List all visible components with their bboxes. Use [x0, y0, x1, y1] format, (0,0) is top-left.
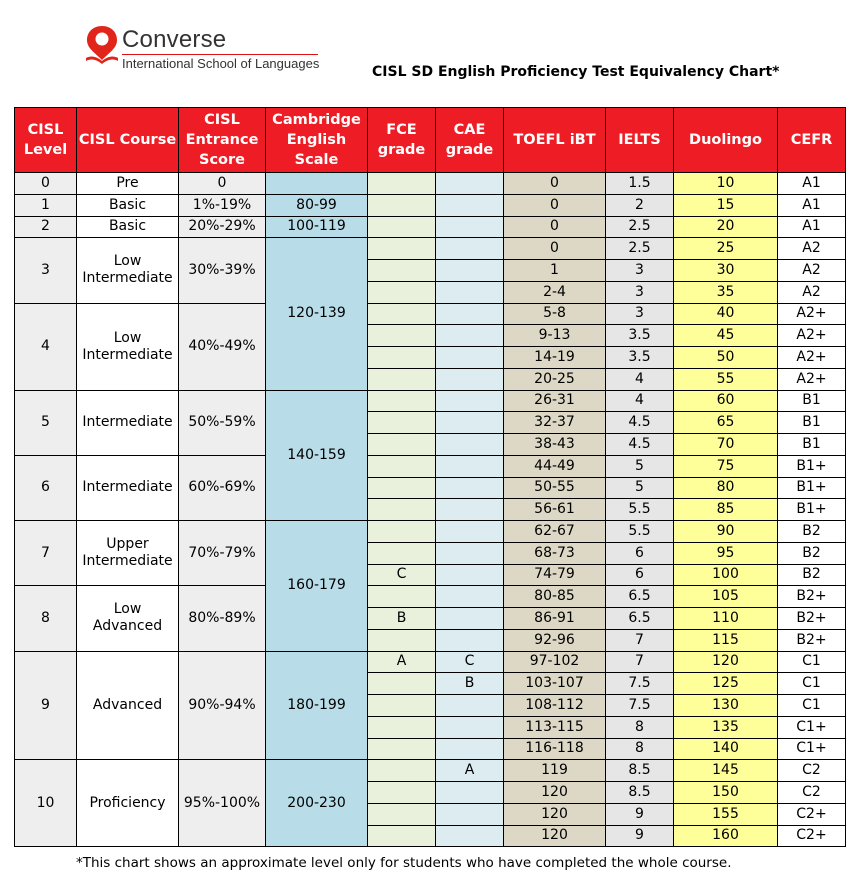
fce-grade-cell: C [368, 564, 436, 586]
cefr-cell: A1 [778, 173, 846, 195]
column-header: CEFR [778, 108, 846, 173]
toefl-cell: 56-61 [504, 499, 606, 521]
cisl-level-cell: 7 [15, 521, 77, 586]
cisl-level-cell: 8 [15, 586, 77, 651]
toefl-cell: 108-112 [504, 695, 606, 717]
toefl-cell: 62-67 [504, 521, 606, 543]
brand-divider [122, 54, 318, 55]
duolingo-cell: 50 [674, 347, 778, 369]
fce-grade-cell [368, 238, 436, 260]
cefr-cell: B1 [778, 434, 846, 456]
cefr-cell: A1 [778, 216, 846, 238]
cisl-level-cell: 1 [15, 194, 77, 216]
cisl-level-cell: 0 [15, 173, 77, 195]
duolingo-cell: 80 [674, 477, 778, 499]
cambridge-scale-cell: 80-99 [266, 194, 368, 216]
duolingo-cell: 20 [674, 216, 778, 238]
cisl-level-cell: 5 [15, 390, 77, 455]
duolingo-cell: 150 [674, 782, 778, 804]
cambridge-scale-cell: 160-179 [266, 521, 368, 652]
cefr-cell: C2 [778, 782, 846, 804]
fce-grade-cell [368, 629, 436, 651]
duolingo-cell: 125 [674, 673, 778, 695]
toefl-cell: 74-79 [504, 564, 606, 586]
entrance-score-cell: 80%-89% [179, 586, 266, 651]
table-body [15, 173, 846, 847]
duolingo-cell: 25 [674, 238, 778, 260]
cisl-level-cell: 9 [15, 651, 77, 760]
cae-grade-cell [436, 455, 504, 477]
cisl-course-cell: Low Advanced [77, 586, 179, 651]
cambridge-scale-cell: 140-159 [266, 390, 368, 521]
column-header: TOEFL iBT [504, 108, 606, 173]
duolingo-cell: 60 [674, 390, 778, 412]
table-row [15, 586, 846, 608]
duolingo-cell: 105 [674, 586, 778, 608]
table-row [15, 521, 846, 543]
column-header: CISL Course [77, 108, 179, 173]
ielts-cell: 2.5 [606, 238, 674, 260]
table-row [15, 651, 846, 673]
ielts-cell: 3 [606, 303, 674, 325]
cae-grade-cell [436, 521, 504, 543]
fce-grade-cell [368, 368, 436, 390]
fce-grade-cell [368, 194, 436, 216]
cambridge-scale-cell: 200-230 [266, 760, 368, 847]
fce-grade-cell [368, 499, 436, 521]
fce-grade-cell [368, 695, 436, 717]
duolingo-cell: 65 [674, 412, 778, 434]
ielts-cell: 6.5 [606, 608, 674, 630]
cae-grade-cell [436, 564, 504, 586]
cefr-cell: C1+ [778, 738, 846, 760]
cisl-course-cell: Pre [77, 173, 179, 195]
ielts-cell: 9 [606, 825, 674, 847]
ielts-cell: 7.5 [606, 695, 674, 717]
footnote: *This chart shows an approximate level only for students who have completed the whole course. [76, 855, 732, 871]
cae-grade-cell [436, 738, 504, 760]
table-row [15, 173, 846, 195]
duolingo-cell: 75 [674, 455, 778, 477]
ielts-cell: 5.5 [606, 521, 674, 543]
toefl-cell: 86-91 [504, 608, 606, 630]
cisl-course-cell: Proficiency [77, 760, 179, 847]
fce-grade-cell [368, 390, 436, 412]
cae-grade-cell [436, 542, 504, 564]
cefr-cell: C1 [778, 673, 846, 695]
cefr-cell: A2+ [778, 347, 846, 369]
ielts-cell: 7 [606, 651, 674, 673]
column-header: Duolingo [674, 108, 778, 173]
ielts-cell: 5 [606, 477, 674, 499]
column-header: CISL Level [15, 108, 77, 173]
cisl-level-cell: 4 [15, 303, 77, 390]
fce-grade-cell: B [368, 608, 436, 630]
cae-grade-cell: A [436, 760, 504, 782]
toefl-cell: 92-96 [504, 629, 606, 651]
duolingo-cell: 15 [674, 194, 778, 216]
toefl-cell: 1 [504, 260, 606, 282]
entrance-score-cell: 40%-49% [179, 303, 266, 390]
ielts-cell: 8.5 [606, 760, 674, 782]
toefl-cell: 0 [504, 194, 606, 216]
fce-grade-cell [368, 782, 436, 804]
table-row [15, 238, 846, 260]
toefl-cell: 0 [504, 238, 606, 260]
cefr-cell: A2 [778, 281, 846, 303]
cisl-course-cell: Intermediate [77, 390, 179, 455]
cefr-cell: A1 [778, 194, 846, 216]
cefr-cell: C2+ [778, 803, 846, 825]
cisl-level-cell: 2 [15, 216, 77, 238]
ielts-cell: 8 [606, 716, 674, 738]
cisl-course-cell: Upper Intermediate [77, 521, 179, 586]
cisl-level-cell: 6 [15, 455, 77, 520]
duolingo-cell: 145 [674, 760, 778, 782]
cae-grade-cell [436, 260, 504, 282]
ielts-cell: 5.5 [606, 499, 674, 521]
cisl-course-cell: Intermediate [77, 455, 179, 520]
cae-grade-cell [436, 695, 504, 717]
ielts-cell: 7 [606, 629, 674, 651]
toefl-cell: 80-85 [504, 586, 606, 608]
toefl-cell: 9-13 [504, 325, 606, 347]
cae-grade-cell [436, 238, 504, 260]
toefl-cell: 32-37 [504, 412, 606, 434]
duolingo-cell: 35 [674, 281, 778, 303]
cefr-cell: B1+ [778, 499, 846, 521]
toefl-cell: 120 [504, 782, 606, 804]
duolingo-cell: 100 [674, 564, 778, 586]
entrance-score-cell: 1%-19% [179, 194, 266, 216]
entrance-score-cell: 70%-79% [179, 521, 266, 586]
ielts-cell: 4.5 [606, 412, 674, 434]
cae-grade-cell [436, 325, 504, 347]
cae-grade-cell [436, 499, 504, 521]
fce-grade-cell [368, 542, 436, 564]
cambridge-scale-cell [266, 173, 368, 195]
toefl-cell: 0 [504, 173, 606, 195]
cambridge-scale-cell: 180-199 [266, 651, 368, 760]
cae-grade-cell [436, 629, 504, 651]
cefr-cell: A2+ [778, 303, 846, 325]
ielts-cell: 3.5 [606, 325, 674, 347]
cae-grade-cell [436, 412, 504, 434]
duolingo-cell: 30 [674, 260, 778, 282]
cae-grade-cell [436, 803, 504, 825]
table-row [15, 455, 846, 477]
fce-grade-cell [368, 216, 436, 238]
toefl-cell: 50-55 [504, 477, 606, 499]
toefl-cell: 20-25 [504, 368, 606, 390]
cefr-cell: B2 [778, 542, 846, 564]
toefl-cell: 26-31 [504, 390, 606, 412]
fce-grade-cell [368, 716, 436, 738]
ielts-cell: 2.5 [606, 216, 674, 238]
cae-grade-cell [436, 216, 504, 238]
duolingo-cell: 135 [674, 716, 778, 738]
column-header: IELTS [606, 108, 674, 173]
toefl-cell: 44-49 [504, 455, 606, 477]
entrance-score-cell: 90%-94% [179, 651, 266, 760]
entrance-score-cell: 30%-39% [179, 238, 266, 303]
ielts-cell: 3 [606, 260, 674, 282]
cisl-course-cell: Low Intermediate [77, 238, 179, 303]
cefr-cell: A2 [778, 238, 846, 260]
ielts-cell: 1.5 [606, 173, 674, 195]
cefr-cell: C1+ [778, 716, 846, 738]
brand-logo [84, 24, 324, 76]
toefl-cell: 119 [504, 760, 606, 782]
cefr-cell: B1 [778, 412, 846, 434]
duolingo-cell: 40 [674, 303, 778, 325]
toefl-cell: 113-115 [504, 716, 606, 738]
cae-grade-cell [436, 368, 504, 390]
ielts-cell: 3 [606, 281, 674, 303]
cefr-cell: A2 [778, 260, 846, 282]
duolingo-cell: 45 [674, 325, 778, 347]
fce-grade-cell [368, 760, 436, 782]
cefr-cell: B2 [778, 521, 846, 543]
cae-grade-cell [436, 194, 504, 216]
toefl-cell: 116-118 [504, 738, 606, 760]
brand-subtitle: International School of Languages [122, 56, 320, 71]
cefr-cell: B1+ [778, 455, 846, 477]
fce-grade-cell [368, 260, 436, 282]
table-row [15, 216, 846, 238]
ielts-cell: 2 [606, 194, 674, 216]
brand-name: Converse [122, 26, 227, 53]
fce-grade-cell [368, 803, 436, 825]
ielts-cell: 4 [606, 368, 674, 390]
cefr-cell: B2 [778, 564, 846, 586]
fce-grade-cell [368, 303, 436, 325]
table-row [15, 194, 846, 216]
cae-grade-cell [436, 477, 504, 499]
ielts-cell: 4.5 [606, 434, 674, 456]
cae-grade-cell [436, 303, 504, 325]
chart-title: CISL SD English Proficiency Test Equivalency Chart* [372, 64, 780, 80]
cae-grade-cell [436, 825, 504, 847]
cae-grade-cell [436, 390, 504, 412]
toefl-cell: 103-107 [504, 673, 606, 695]
cae-grade-cell [436, 782, 504, 804]
cisl-level-cell: 3 [15, 238, 77, 303]
fce-grade-cell [368, 434, 436, 456]
toefl-cell: 38-43 [504, 434, 606, 456]
column-header: CISL Entrance Score [179, 108, 266, 173]
cisl-course-cell: Low Intermediate [77, 303, 179, 390]
toefl-cell: 97-102 [504, 651, 606, 673]
toefl-cell: 0 [504, 216, 606, 238]
duolingo-cell: 110 [674, 608, 778, 630]
ielts-cell: 8 [606, 738, 674, 760]
cae-grade-cell [436, 434, 504, 456]
duolingo-cell: 85 [674, 499, 778, 521]
ielts-cell: 6 [606, 564, 674, 586]
ielts-cell: 3.5 [606, 347, 674, 369]
cae-grade-cell [436, 347, 504, 369]
cefr-cell: A2+ [778, 325, 846, 347]
fce-grade-cell [368, 825, 436, 847]
cae-grade-cell [436, 281, 504, 303]
cambridge-scale-cell: 120-139 [266, 238, 368, 390]
ielts-cell: 8.5 [606, 782, 674, 804]
ielts-cell: 4 [606, 390, 674, 412]
fce-grade-cell [368, 347, 436, 369]
duolingo-cell: 55 [674, 368, 778, 390]
duolingo-cell: 140 [674, 738, 778, 760]
entrance-score-cell: 95%-100% [179, 760, 266, 847]
fce-grade-cell [368, 455, 436, 477]
toefl-cell: 120 [504, 803, 606, 825]
duolingo-cell: 115 [674, 629, 778, 651]
entrance-score-cell: 20%-29% [179, 216, 266, 238]
duolingo-cell: 95 [674, 542, 778, 564]
table-row [15, 390, 846, 412]
fce-grade-cell [368, 173, 436, 195]
cefr-cell: C2+ [778, 825, 846, 847]
cae-grade-cell [436, 586, 504, 608]
ielts-cell: 5 [606, 455, 674, 477]
cefr-cell: B2+ [778, 608, 846, 630]
column-header: FCE grade [368, 108, 436, 173]
table-row [15, 760, 846, 782]
entrance-score-cell: 0 [179, 173, 266, 195]
duolingo-cell: 130 [674, 695, 778, 717]
ielts-cell: 7.5 [606, 673, 674, 695]
entrance-score-cell: 50%-59% [179, 390, 266, 455]
table-header-row [15, 108, 846, 173]
cefr-cell: C1 [778, 651, 846, 673]
cisl-level-cell: 10 [15, 760, 77, 847]
cae-grade-cell [436, 608, 504, 630]
cisl-course-cell: Basic [77, 194, 179, 216]
cefr-cell: C1 [778, 695, 846, 717]
ielts-cell: 6.5 [606, 586, 674, 608]
column-header: Cambridge English Scale [266, 108, 368, 173]
cambridge-scale-cell: 100-119 [266, 216, 368, 238]
entrance-score-cell: 60%-69% [179, 455, 266, 520]
cefr-cell: B2+ [778, 629, 846, 651]
fce-grade-cell [368, 325, 436, 347]
cefr-cell: A2+ [778, 368, 846, 390]
toefl-cell: 120 [504, 825, 606, 847]
toefl-cell: 14-19 [504, 347, 606, 369]
ielts-cell: 6 [606, 542, 674, 564]
cefr-cell: B1+ [778, 477, 846, 499]
fce-grade-cell [368, 521, 436, 543]
duolingo-cell: 90 [674, 521, 778, 543]
ielts-cell: 9 [606, 803, 674, 825]
cae-grade-cell [436, 716, 504, 738]
duolingo-cell: 120 [674, 651, 778, 673]
cefr-cell: C2 [778, 760, 846, 782]
cisl-course-cell: Advanced [77, 651, 179, 760]
cae-grade-cell: C [436, 651, 504, 673]
fce-grade-cell [368, 412, 436, 434]
toefl-cell: 5-8 [504, 303, 606, 325]
table-row [15, 303, 846, 325]
duolingo-cell: 155 [674, 803, 778, 825]
cae-grade-cell: B [436, 673, 504, 695]
pin-book-logo-icon [84, 24, 120, 68]
fce-grade-cell [368, 281, 436, 303]
toefl-cell: 68-73 [504, 542, 606, 564]
cae-grade-cell [436, 173, 504, 195]
equivalency-table [14, 107, 846, 847]
cefr-cell: B1 [778, 390, 846, 412]
duolingo-cell: 160 [674, 825, 778, 847]
fce-grade-cell: A [368, 651, 436, 673]
fce-grade-cell [368, 477, 436, 499]
duolingo-cell: 10 [674, 173, 778, 195]
cisl-course-cell: Basic [77, 216, 179, 238]
fce-grade-cell [368, 738, 436, 760]
duolingo-cell: 70 [674, 434, 778, 456]
toefl-cell: 2-4 [504, 281, 606, 303]
fce-grade-cell [368, 673, 436, 695]
column-header: CAE grade [436, 108, 504, 173]
cefr-cell: B2+ [778, 586, 846, 608]
fce-grade-cell [368, 586, 436, 608]
